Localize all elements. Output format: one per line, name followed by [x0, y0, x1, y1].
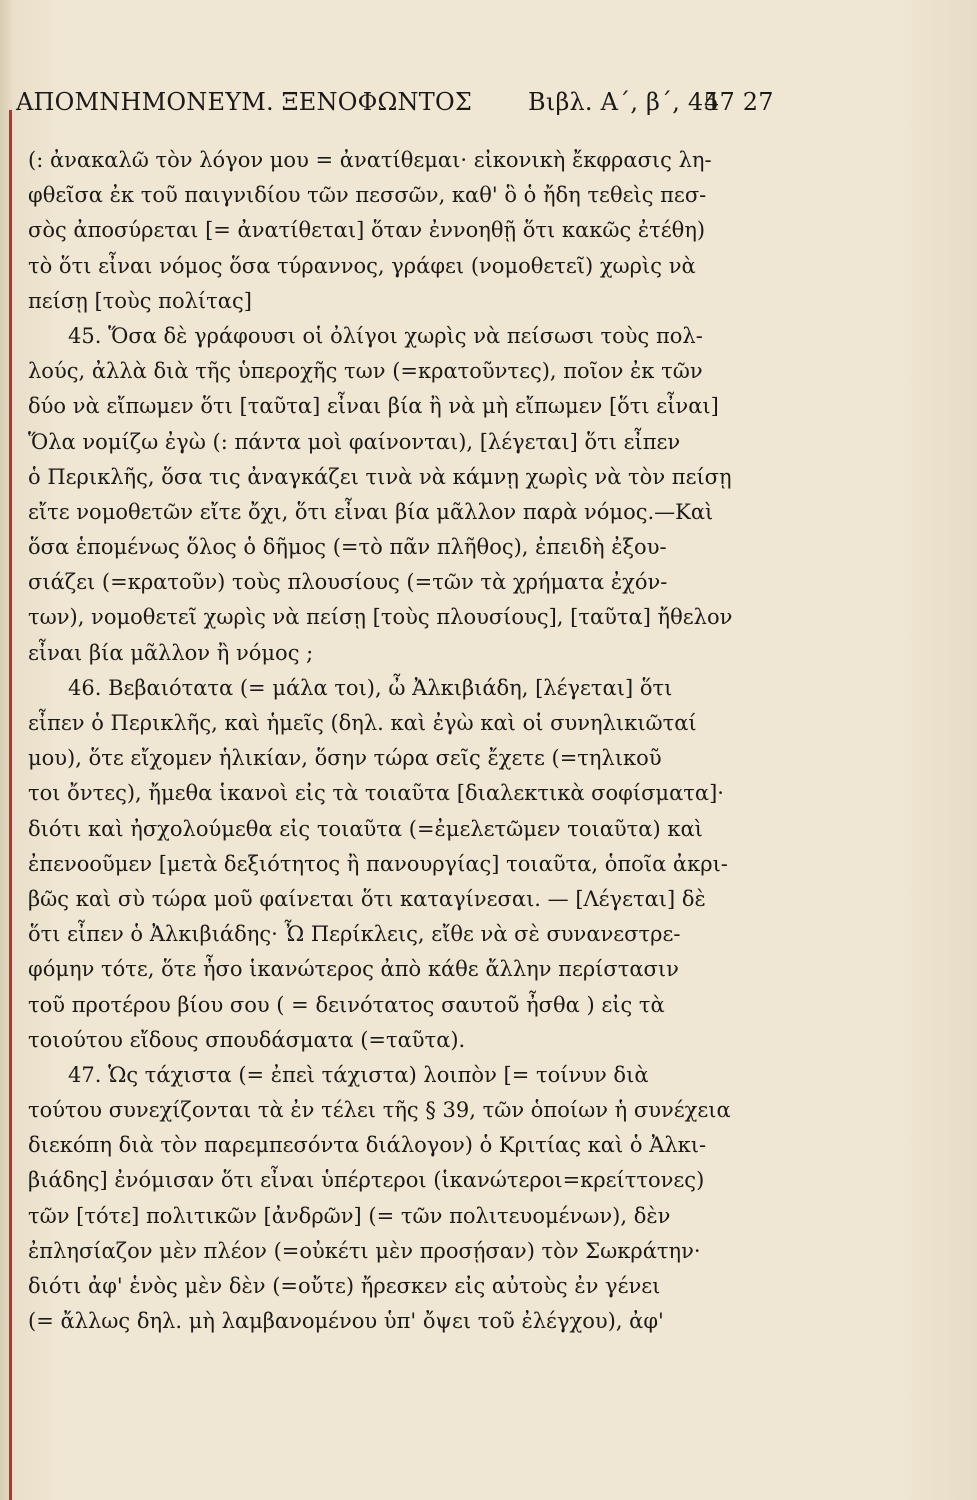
text-line: δύο νὰ εἴπωμεν ὅτι [ταῦτα] εἶναι βία ἢ νὰ μὴ εἴπωμεν [ὅτι εἶναι]: [28, 394, 719, 419]
text-line: λούς, ἀλλὰ διὰ τῆς ὑπεροχῆς των (=κρατοῦντες), ποῖον ἐκ τῶν: [28, 359, 703, 384]
text-line: Ὅλα νομίζω ἐγὼ (: πάντα μοὶ φαίνονται), [λέγεται] ὅτι εἶπεν: [28, 429, 681, 454]
text-line: τὸ ὅτι εἶναι νόμος ὅσα τύραννος, γράφει (νομοθετεῖ) χωρὶς νὰ: [28, 253, 696, 278]
text-line: σὸς ἀποσύρεται [= ἀνατίθεται] ὅταν ἐννοηθῇ ὅτι κακῶς ἐτέθη): [28, 218, 706, 243]
text-line: ὅσα ἑπομένως ὅλος ὁ δῆμος (=τὸ πᾶν πλῆθος), ἐπειδὴ ἐξου-: [28, 535, 667, 560]
text-line: τούτου συνεχίζονται τὰ ἐν τέλει τῆς § 39, τῶν ὁποίων ἡ συνέχεια: [28, 1098, 731, 1123]
header-section: Βιβλ. Α΄, β΄, 45: [528, 88, 719, 116]
text-line: βιάδης] ἐνόμισαν ὅτι εἶναι ὑπέρτεροι (ἱκανώτεροι=κρείττονες): [28, 1168, 705, 1193]
text-line: (= ἄλλως δηλ. μὴ λαμβανομένου ὑπ' ὄψει τοῦ ἐλέγχου), ἀφ': [28, 1309, 664, 1334]
paragraph-45-start: 45. Ὅσα δὲ γράφουσι οἱ ὀλίγοι χωρὶς νὰ πείσωσι τοὺς πολ-: [68, 323, 703, 348]
text-line: ὁ Περικλῆς, ὅσα τις ἀναγκάζει τινὰ νὰ κάμνῃ χωρὶς νὰ τὸν πείσῃ: [28, 464, 732, 489]
text-line: διότι καὶ ἠσχολούμεθα εἰς τοιαῦτα (=ἐμελετῶμεν τοιαῦτα) καὶ: [28, 816, 703, 841]
header-title: ΑΠΟΜΝΗΜΟΝΕΥΜ. ΞΕΝΟΦΩΝΤΟΣ: [16, 88, 472, 116]
text-line: των), νομοθετεῖ χωρὶς νὰ πείσῃ [τοὺς πλουσίους], [ταῦτα] ἤθελον: [28, 605, 733, 630]
paragraph-47-start: 47. Ὡς τάχιστα (= ἐπεὶ τάχιστα) λοιπὸν [= τοίνυν διὰ: [68, 1062, 649, 1087]
text-line: εἶπεν ὁ Περικλῆς, καὶ ἡμεῖς (δηλ. καὶ ἐγὼ καὶ οἱ συνηλικιῶταί: [28, 711, 697, 735]
text-line: ἐπενοοῦμεν [μετὰ δεξιότητος ἢ πανουργίας] τοιαῦτα, ὁποῖα ἀκρι-: [28, 851, 728, 876]
text-line: τοι ὄντες), ἤμεθα ἱκανοὶ εἰς τὰ τοιαῦτα [διαλεκτικὰ σοφίσματα]·: [28, 781, 724, 806]
text-line: εἴτε νομοθετῶν εἴτε ὄχι, ὅτι εἶναι βία μᾶλλον παρὰ νόμος.—Καὶ: [28, 499, 714, 524]
text-line: πείσῃ [τοὺς πολίτας]: [28, 288, 252, 313]
text-line: βῶς καὶ σὺ τώρα μοῦ φαίνεται ὅτι καταγίνεσαι. — [Λέγεται] δὲ: [28, 886, 706, 911]
text-line: διότι ἀφ' ἑνὸς μὲν δὲν (=οὔτε) ἤρεσκεν εἰς αὐτοὺς ἐν γένει: [28, 1274, 661, 1298]
body-text: [28, 143, 768, 1339]
text-line: (: ἀνακαλῶ τὸν λόγον μου = ἀνατίθεμαι· εἰκονικὴ ἔκφρασις λη-: [28, 148, 712, 172]
page-number: 47 27: [704, 88, 774, 116]
text-line: φθεῖσα ἐκ τοῦ παιγνιδίου τῶν πεσσῶν, καθ' ὃ ὁ ἤδη τεθεὶς πεσ-: [28, 183, 707, 208]
text-line: τοῦ προτέρου βίου σου ( = δεινότατος σαυτοῦ ἦσθα ) εἰς τὰ: [28, 992, 665, 1017]
running-header: [16, 88, 966, 128]
text-line: τῶν [τότε] πολιτικῶν [ἀνδρῶν] (= τῶν πολιτευομένων), δὲν: [28, 1203, 671, 1228]
text-line: φόμην τότε, ὅτε ἦσο ἱκανώτερος ἀπὸ κάθε ἄλλην περίστασιν: [28, 957, 679, 982]
text-line: τοιούτου εἴδους σπουδάσματα (=ταῦτα).: [28, 1027, 466, 1052]
text-line: σιάζει (=κρατοῦν) τοὺς πλουσίους (=τῶν τὰ χρήματα ἐχόν-: [28, 570, 668, 595]
text-line: ἐπλησίαζον μὲν πλέον (=οὐκέτι μὲν προσῄσαν) τὸν Σωκράτην·: [28, 1238, 701, 1263]
paragraph-46-start: 46. Βεβαιότατα (= μάλα τοι), ὦ Ἀλκιβιάδη, [λέγεται] ὅτι: [68, 675, 673, 700]
text-line: διεκόπη διὰ τὸν παρεμπεσόντα διάλογον) ὁ Κριτίας καὶ ὁ Ἀλκι-: [28, 1133, 707, 1158]
text-line: ὅτι εἶπεν ὁ Ἀλκιβιάδης· Ὦ Περίκλεις, εἴθε νὰ σὲ συνανεστρε-: [28, 922, 681, 947]
text-line: μου), ὅτε εἴχομεν ἡλικίαν, ὅσην τώρα σεῖς ἔχετε (=τηλικοῦ: [28, 746, 662, 771]
margin-rule: [9, 110, 12, 1500]
text-line: εἶναι βία μᾶλλον ἢ νόμος ;: [28, 640, 314, 665]
